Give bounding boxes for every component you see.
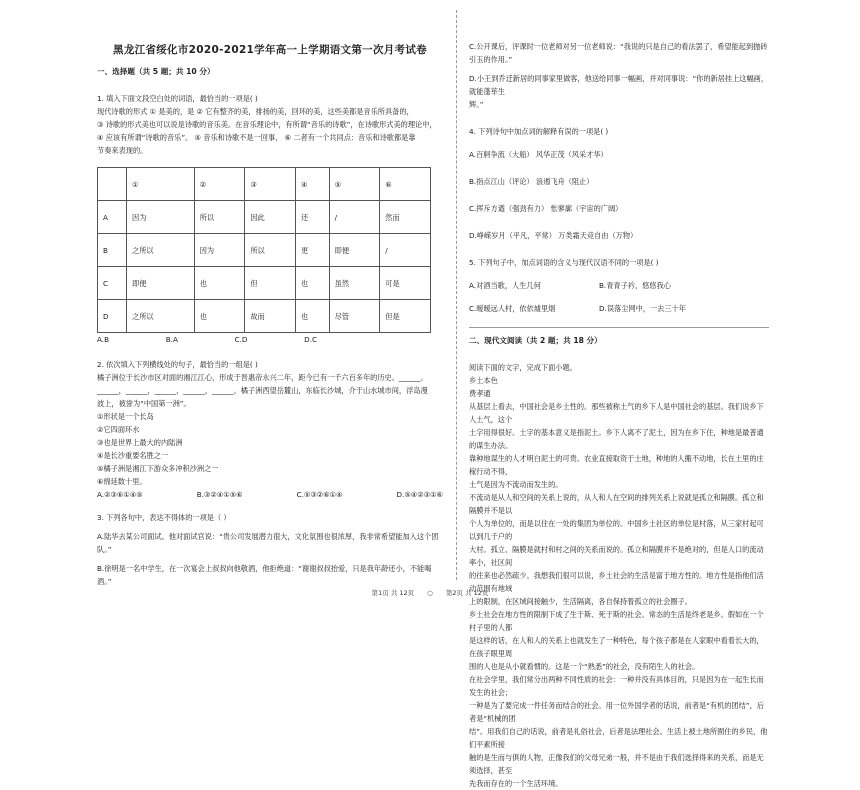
- option-a[interactable]: A.②③⑥①④⑤: [97, 490, 143, 499]
- option-row: [469, 279, 769, 292]
- table-cell: 也: [296, 300, 330, 333]
- option-b-cont: 酒。”: [97, 577, 112, 586]
- table-cell: D: [98, 300, 127, 333]
- list-item: ①形状是一个长岛: [97, 412, 154, 421]
- passage-line: ④ 应该有所谓“诗歌的音乐”。 ⑤ 音乐和诗歌不是一回事， ⑥ 二者有一个共同点：音乐和诗歌都是靠: [97, 133, 416, 142]
- table-cell: 尽管: [329, 300, 380, 333]
- section-heading: 二、现代文阅读（共 2 题；共 18 分）: [469, 336, 602, 345]
- table-cell: 也: [194, 267, 245, 300]
- question-stem: 3. 下列各句中，表达不得体的一项是（ ）: [97, 513, 231, 522]
- question-stem: 4. 下列诗句中加点词的解释有误的一项是( ): [469, 127, 609, 136]
- option-c[interactable]: C.⑤③②⑥①④: [296, 490, 343, 499]
- table-cell: ⑤: [329, 168, 380, 201]
- option-c: C.挥斥方遒（强劲有力） 怅寥廓（宇宙的广阔）: [469, 204, 623, 213]
- paragraph-line: 不流动是从人和空间的关系上说的，从人和人在空间的排列关系上说就是孤立和隔膜。孤立和隔膜并不是以: [469, 493, 764, 515]
- passage-line: 节奏来表现的。: [97, 146, 148, 155]
- answer-options: [97, 333, 317, 346]
- paragraph-line: 大村。孤立、隔膜是就村和村之间的关系而说的。孤立和隔膜并不是绝对的，但是人口的流动率小，社区间: [469, 545, 764, 567]
- page-divider: [456, 10, 458, 580]
- table-cell: 之所以: [127, 300, 195, 333]
- reading-passage: [469, 361, 769, 790]
- passage-line: 波上，被誉为“中国第一洲”。: [97, 399, 191, 408]
- paragraph-line: 在社会学里，我们常分出两种不同性质的社会：一种并没有具体目的，只是因为在一起生长而发生的社会；: [469, 675, 764, 697]
- table-cell: 还: [296, 201, 330, 234]
- option-b[interactable]: B.A: [165, 335, 178, 344]
- page-title: 黑龙江省绥化市2020-2021学年高一上学期语文第一次月考试卷: [113, 44, 427, 56]
- table-cell: 所以: [194, 201, 245, 234]
- table-cell: ①: [127, 168, 195, 201]
- table-row: [98, 267, 431, 300]
- paragraph-line: 上的限制，在区域间接触少，生活隔离，各自保持着孤立的社会圈子。: [469, 597, 692, 606]
- table-row: [98, 234, 431, 267]
- table-cell: 因为: [127, 201, 195, 234]
- answer-options: [97, 488, 443, 501]
- list-item: ④是长沙重要名胜之一: [97, 451, 169, 460]
- option-c[interactable]: C.D: [234, 335, 248, 344]
- option-a[interactable]: A.B: [97, 335, 110, 344]
- table-cell: A: [98, 201, 127, 234]
- table-cell: 更: [296, 234, 330, 267]
- table-cell: 虽然: [329, 267, 380, 300]
- paragraph-line: 靠种地谋生的人才明白泥土的可贵。农业直接取资于土地，种地的人搬不动地，长在土里的庄稼行动不得，: [469, 454, 764, 476]
- question-stem: 2. 依次填入下列横线处的句子，最恰当的一组是( ): [97, 360, 258, 369]
- list-item: ⑥绵延数十里。: [97, 477, 147, 486]
- table-cell: 之所以: [127, 234, 195, 267]
- option-a-cont: 队。”: [97, 545, 112, 554]
- passage-line: 橘子洲位于长沙市区对面的湘江江心，形成于晋惠帝永兴二年，距今已有一千六百多年的历史。______。: [97, 373, 428, 382]
- table-cell: B: [98, 234, 127, 267]
- paragraph-line: 土气是因为不流动而发生的。: [469, 480, 563, 489]
- article-author: 费孝通: [469, 389, 491, 398]
- paragraph-line: 围的人也是从小就看惯的。这是一个“熟悉”的社会，没有陌生人的社会。: [469, 662, 700, 671]
- paragraph-line: 个人为单位的，而是以住在一处的集团为单位的。中国乡土社区的单位是村落，从三家村起可以到几千户的: [469, 519, 764, 541]
- section-heading: 一、选择题（共 5 题；共 10 分）: [97, 67, 215, 76]
- option-b: B.青青子衿，悠悠我心: [599, 281, 671, 290]
- passage-line: ③ 诗歌的形式美也可以说是诗歌的音乐美。在音乐理论中，有所谓“音乐的诗歌”，在诗歌形式美的理论中，: [97, 120, 437, 129]
- table-cell: 即便: [329, 234, 380, 267]
- article-title: 乡土本色: [469, 376, 498, 385]
- option-c: C.暧暧远人村，依依墟里烟: [469, 304, 556, 313]
- option-b: B.徐明是一名中学生，在一次宴会上叔叔向他敬酒，他拒绝道：“谢谢叔叔抬爱，只是我年龄还小，不能喝: [97, 564, 432, 573]
- left-page: [97, 0, 443, 588]
- section-divider: [469, 327, 769, 347]
- table-cell: 也: [296, 267, 330, 300]
- table-cell: /: [329, 201, 380, 234]
- list-item: ②它四面环水: [97, 425, 140, 434]
- table-cell: 因此: [245, 201, 296, 234]
- option-row: [469, 302, 769, 315]
- table-cell: C: [98, 267, 127, 300]
- option-b: B.指点江山（评论） 浪遏飞舟（阻止）: [469, 177, 594, 186]
- table-cell: 即便: [127, 267, 195, 300]
- question-2: [97, 358, 443, 501]
- options-table: [97, 167, 431, 333]
- table-cell: 所以: [245, 234, 296, 267]
- table-cell: ⑥: [380, 168, 431, 201]
- option-d: D.小王到乔迁新居的同事家里做客，他送给同事一幅画，并对同事说：“你的新居挂上这幅画，就能蓬荜生: [469, 74, 769, 96]
- paragraph-line: 一种是为了要完成一件任务而结合的社会。用一位外国学者的话说，前者是“有机的团结”，后者是“机械的团: [469, 701, 764, 723]
- table-cell: 因为: [194, 234, 245, 267]
- table-cell: ④: [296, 168, 330, 201]
- table-row: [98, 168, 431, 201]
- list-item: ③也是世界上最大的内陆洲: [97, 438, 183, 447]
- question-4: [469, 125, 769, 242]
- table-row: [98, 201, 431, 234]
- option-b[interactable]: B.③②④①⑤⑥: [196, 490, 243, 499]
- table-cell: 可是: [380, 267, 431, 300]
- option-d: D.峥嵘岁月（平凡，平常） 万类霜天竞自由（万物）: [469, 231, 638, 240]
- table-cell: 但: [245, 267, 296, 300]
- table-cell: ②: [194, 168, 245, 201]
- table-cell: 故而: [245, 300, 296, 333]
- option-a: A.对酒当歌，人生几何: [469, 281, 541, 290]
- question-1: [97, 92, 443, 346]
- question-3: [97, 511, 443, 588]
- paragraph-line: 的往来也必然疏少。我想我们很可以说，乡土社会的生活是富于地方性的。地方性是指他们活动范围有地域: [469, 571, 764, 593]
- paragraph-line: 先我而存在的一个生活环境。: [469, 779, 563, 788]
- right-page: [469, 0, 769, 790]
- option-d[interactable]: D.C: [304, 335, 317, 344]
- table-cell: 然而: [380, 201, 431, 234]
- option-c: C.公开课后，评课时一位老师对另一位老师说：“我说的只是自己的看法罢了，希望能起到抛砖引玉的作用。”: [469, 42, 768, 64]
- table-cell: /: [380, 234, 431, 267]
- passage-line: ______，______，______，______，______。橘子洲西望岳麓山，东临长沙城，介于山水城市间，浮岛漫: [97, 386, 428, 395]
- table-cell: 也: [194, 300, 245, 333]
- paragraph-line: 从基层上看去，中国社会是乡土性的。那些被称土气的乡下人是中国社会的基层。我们说乡下人土气，这个: [469, 402, 764, 424]
- paragraph-line: 乡土社会在地方性的限制下成了生于斯、死于斯的社会。常态的生活是终老是乡。假如在一个村子里的人都: [469, 610, 764, 632]
- table-row: [98, 300, 431, 333]
- passage-line: 现代诗歌的形式 ① 是美的，是 ② 它有整齐的美，排扬的美，回环的美，这些美都是音乐所具备的，: [97, 107, 414, 116]
- option-d: D.误落尘网中，一去三十年: [599, 304, 686, 313]
- question-stem: 5. 下列句子中，加点词语的含义与现代汉语不同的一项是( ): [469, 258, 659, 267]
- paragraph-line: 土字用得很好。土字的基本意义是指泥土。乡下人离不了泥土，因为在乡下住，种地是最普通的谋生办法。: [469, 428, 764, 450]
- paragraph-line: 触的是生而与俱的人物，正像我们的父母兄弟一般，并不是由于我们选择得来的关系，而是无须选择，甚至: [469, 753, 764, 775]
- reading-intro: 阅读下面的文字，完成下面小题。: [469, 363, 577, 372]
- question-5: [469, 256, 769, 315]
- paragraph-line: 结”。用我们自己的话说，前者是礼俗社会，后者是法理社会。生活上被土地所囿住的乡民，他们平素所接: [469, 727, 768, 749]
- table-cell: [98, 168, 127, 201]
- table-cell: ③: [245, 168, 296, 201]
- paragraph-line: 是这样的话，在人和人的关系上也就发生了一种特色，每个孩子都是在人家眼中看着长大的，在孩子眼里周: [469, 636, 764, 658]
- option-a: A.百舸争流（大船） 风华正茂（风采才华）: [469, 150, 608, 159]
- page-footer: 第1页 共 12页 ○ 第2页 共 12页: [371, 589, 489, 597]
- list-item: ⑤橘子洲是湘江下游众多冲积沙洲之一: [97, 464, 219, 473]
- option-a: A.陆华去某公司面试。他对面试官说：“贵公司发展潜力很大，文化氛围也很浓厚，我非常希望能加入这个团: [97, 532, 439, 541]
- option-d-cont: 辉。”: [469, 100, 484, 109]
- question-stem: 1. 填入下面文段空白处的词语，最恰当的一项是( ): [97, 94, 258, 103]
- option-d[interactable]: D.⑤④②③①⑥: [396, 490, 443, 499]
- table-cell: 但是: [380, 300, 431, 333]
